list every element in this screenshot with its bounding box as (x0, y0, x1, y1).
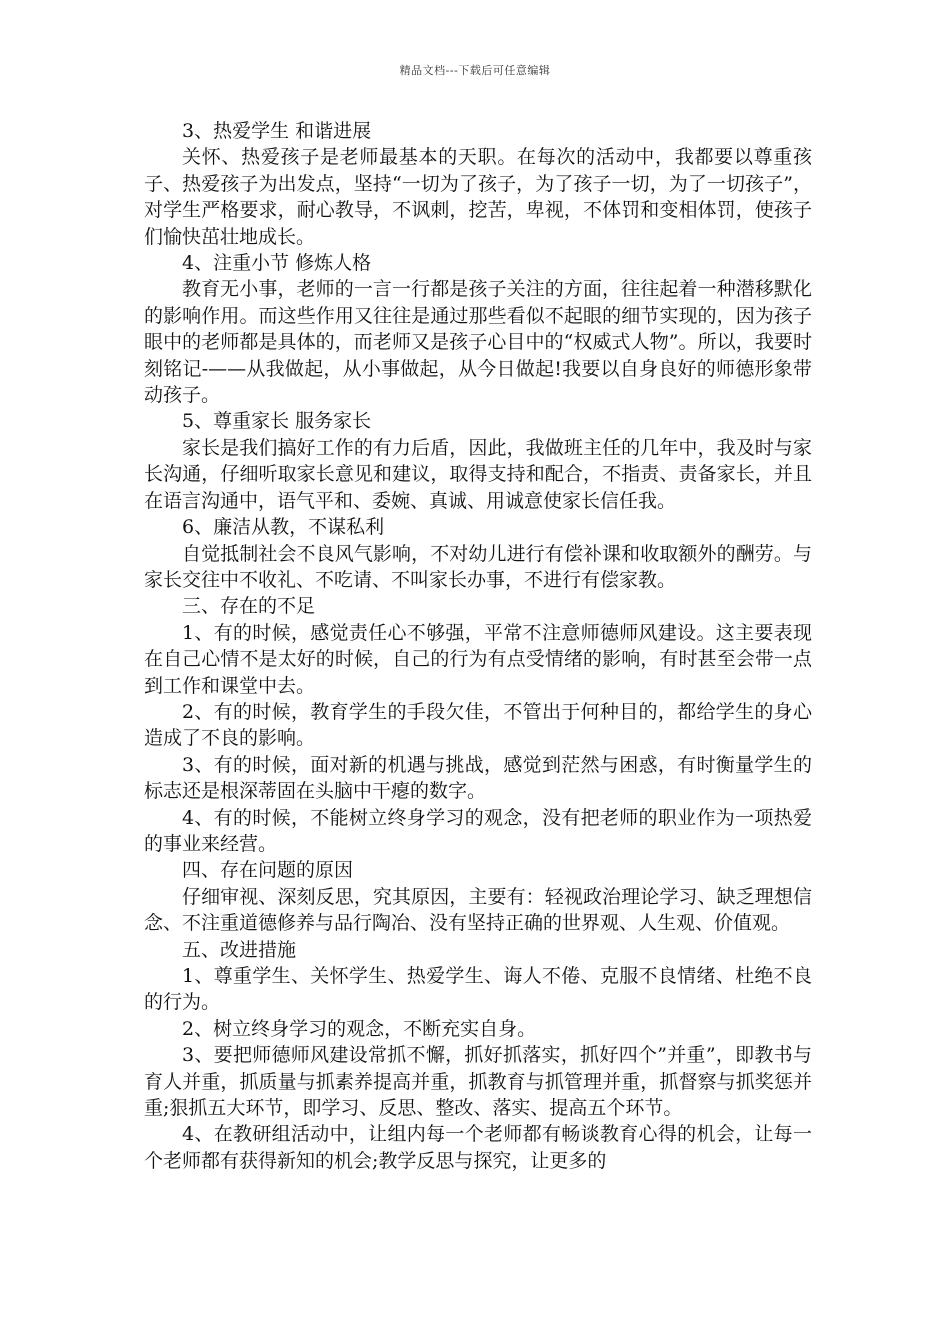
paragraph-details: 教育无小事，老师的一言一行都是孩子关注的方面，往往起着一种潜移默化的影响作用。而这些作用又往往是通过那些看似不起眼的细节实现的，因为孩子眼中的老师都是具体的，而老师又是孩子心目中的“权威式人物”。所以，我要时刻铭记-——从我做起，从小事做起，从今日做起!我要以自身良好的师德形象带动孩子。 (144, 278, 812, 407)
paragraph-love-students: 关怀、热爱孩子是老师最基本的天职。在每次的活动中，我都要以尊重孩子、热爱孩子为出发点，坚持“一切为了孩子，为了孩子一切，为了一切孩子”，对学生严格要求，耐心教导，不讽刺，挖苦，卑视，不体罚和变相体罚，使孩子们愉快茁壮地成长。 (144, 146, 812, 248)
paragraph-causes: 仔细审视、深刻反思，究其原因，主要有：轻视政治理论学习、缺乏理想信念、不注重道德修养与品行陶冶、没有坚持正确的世界观、人生观、价值观。 (144, 885, 812, 935)
paragraph-improvement-3: 3、要把师德师风建设常抓不懈，抓好抓落实，抓好四个”并重”，即教书与育人并重，抓质量与抓素养提高并重，抓教育与抓管理并重，抓督察与抓奖惩并重;狠抓五大环节，即学习、反思、整改、落实、提高五个环节。 (144, 1044, 812, 1120)
paragraph-improvement-1: 1、尊重学生、关怀学生、热爱学生、诲人不倦、克服不良情绪、杜绝不良的行为。 (144, 965, 812, 1014)
heading-improvements: 五、改进措施 (182, 938, 297, 961)
heading-integrity: 6、廉洁从教，不谋私利 (182, 516, 385, 539)
paragraph-parents: 家长是我们搞好工作的有力后盾，因此，我做班主任的几年中，我及时与家长沟通，仔细听取家长意见和建议，取得支持和配合，不指责、责备家长，并且在语言沟通中，语气平和、委婉、真诚、用诚意使家长信任我。 (144, 436, 812, 512)
paragraph-improvement-2: 2、树立终身学习的观念，不断充实自身。 (182, 1017, 537, 1040)
page-header: 精品文档---下载后可任意编辑 (399, 64, 551, 77)
heading-shortcomings: 三、存在的不足 (182, 595, 316, 618)
paragraph-shortcoming-2: 2、有的时候，教育学生的手段欠佳，不管出于何种目的，都给学生的身心造成了不良的影响。 (144, 700, 812, 750)
paragraph-integrity: 自觉抵制社会不良风气影响，不对幼儿进行有偿补课和收取额外的酬劳。与家长交往中不收礼、不吃请、不叫家长办事，不进行有偿家教。 (144, 542, 812, 591)
document-body (144, 118, 812, 1174)
heading-details: 4、注重小节 修炼人格 (182, 252, 372, 275)
paragraph-shortcoming-1: 1、有的时候，感觉责任心不够强，平常不注意师德师风建设。这主要表现在自己心情不是太好的时候，自己的行为有点受情绪的影响，有时甚至会带一点到工作和课堂中去。 (144, 621, 812, 697)
paragraph-shortcoming-4: 4、有的时候，不能树立终身学习的观念，没有把老师的职业作为一项热爱的事业来经营。 (144, 806, 812, 855)
heading-love-students: 3、热爱学生 和谐进展 (182, 120, 372, 142)
paragraph-shortcoming-3: 3、有的时候，面对新的机遇与挑战，感觉到茫然与困惑，有时衡量学生的标志还是根深蒂固在头脑中干瘪的数字。 (144, 753, 812, 803)
paragraph-improvement-4: 4、在教研组活动中，让组内每一个老师都有畅谈教育心得的机会，让每一个老师都有获得新知的机会;教学反思与探究，让更多的 (144, 1123, 812, 1172)
heading-parents: 5、尊重家长 服务家长 (182, 410, 372, 433)
heading-causes: 四、存在问题的原因 (182, 859, 354, 882)
